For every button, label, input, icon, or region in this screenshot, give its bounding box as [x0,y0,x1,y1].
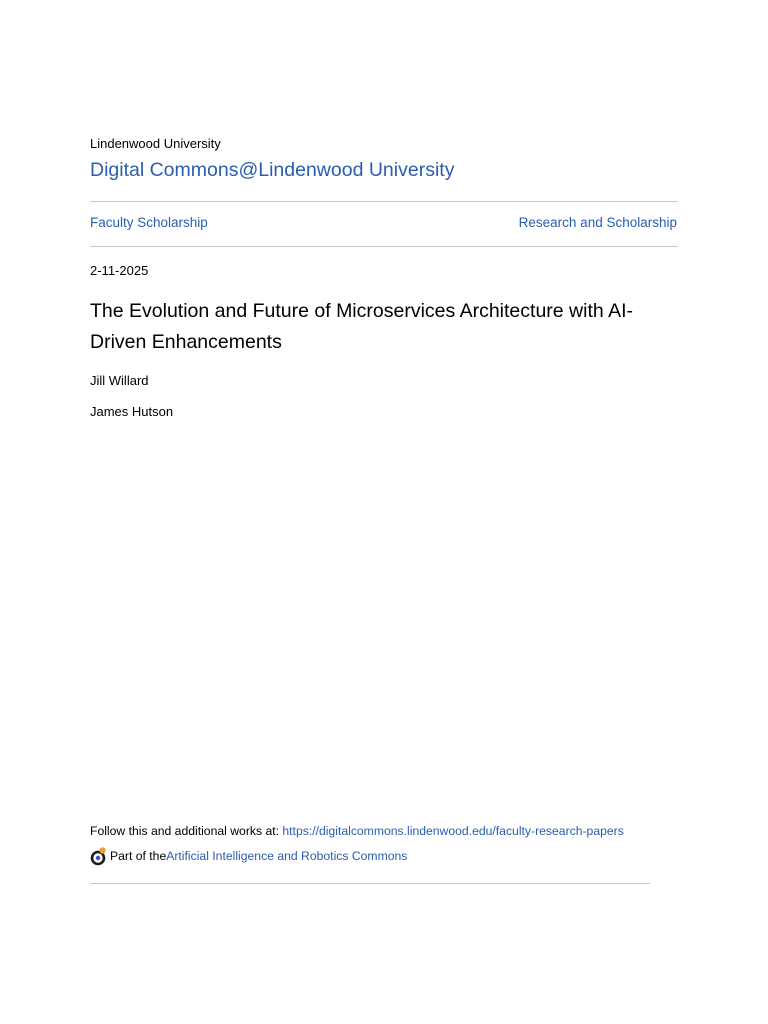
commons-link[interactable]: Artificial Intelligence and Robotics Commons [166,849,408,863]
part-of-text: Part of the [110,849,167,863]
header-divider-bottom [90,246,678,247]
author-name: James Hutson [90,404,174,419]
research-and-scholarship-link[interactable]: Research and Scholarship [518,215,677,230]
repository-link[interactable]: Digital Commons@Lindenwood University [90,159,455,181]
institution-name: Lindenwood University [90,136,221,151]
network-icon [90,846,108,866]
faculty-scholarship-link[interactable]: Faculty Scholarship [90,215,208,230]
follow-text: Follow this and additional works at: [90,824,283,838]
collection-url-link[interactable]: https://digitalcommons.lindenwood.edu/faculty-research-papers [282,824,624,838]
publication-date: 2-11-2025 [90,263,149,278]
follow-line [90,823,624,839]
header-divider-top [90,201,678,202]
footer-divider [90,883,650,884]
author-name: Jill Willard [90,373,149,388]
document-title: The Evolution and Future of Microservices Architecture with AI-Driven Enhancements [90,300,633,353]
part-of-line [90,846,407,866]
